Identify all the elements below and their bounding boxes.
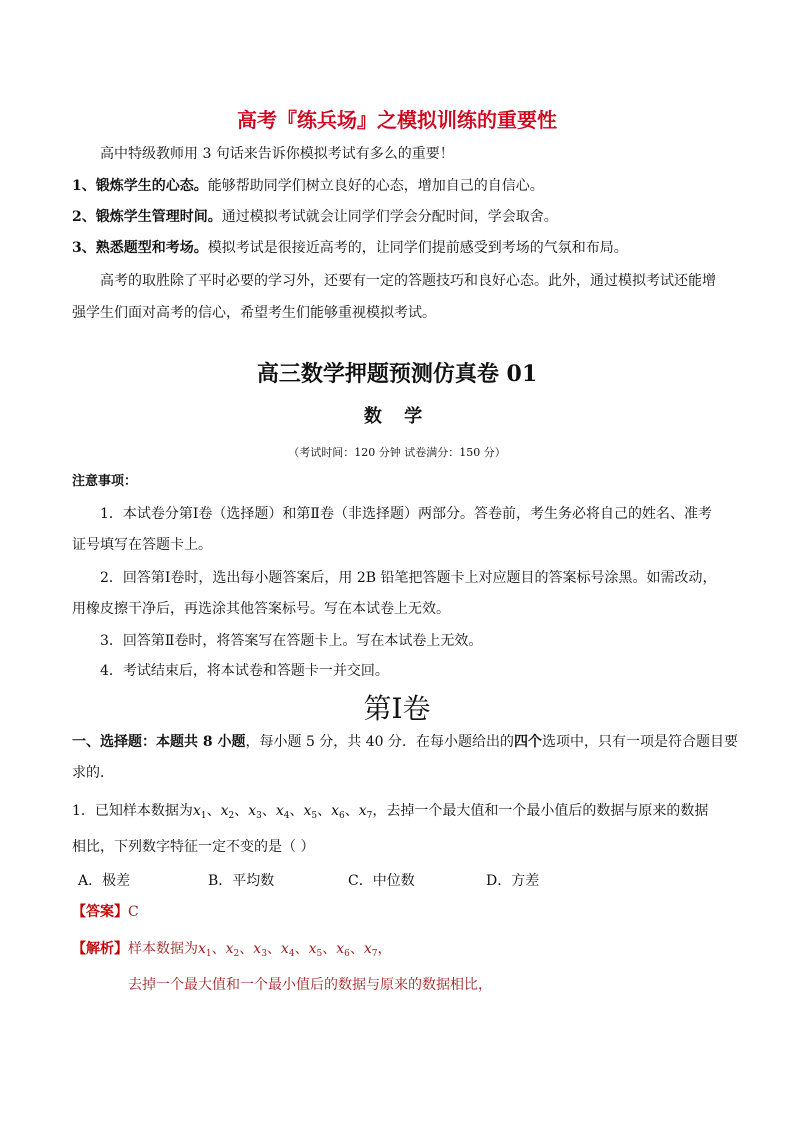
var-x5: x — [303, 803, 312, 819]
var-sub: 2 — [228, 811, 235, 821]
var-sub: 3 — [261, 949, 267, 959]
var-sep: 、 — [344, 803, 359, 819]
var-x7: x — [358, 803, 367, 819]
var-sep: 、 — [206, 803, 221, 819]
section-lead: 一、选择题： — [72, 734, 156, 750]
var-sub: 3 — [256, 811, 262, 821]
notice-heading: 注意事项： — [72, 474, 138, 489]
var-sep: 、 — [317, 803, 332, 819]
point-num: 1、 — [72, 178, 96, 194]
var-x3: x — [253, 941, 262, 957]
var-sep: 、 — [234, 803, 249, 819]
promo-title: 高考『练兵场』之模拟训练的重要性 — [237, 108, 557, 132]
point-num: 3、 — [72, 240, 96, 256]
var-sub: 7 — [371, 949, 378, 959]
point-head: 锻炼学生的心态。 — [95, 178, 208, 194]
var-sub: 6 — [344, 949, 350, 959]
volume-title: 第Ⅰ卷 — [363, 692, 431, 725]
var-sep: 、 — [289, 803, 304, 819]
var-x3: x — [248, 803, 257, 819]
answer-label: 【答案】 — [72, 904, 128, 920]
answer-line — [72, 903, 139, 921]
var-x4: x — [275, 803, 284, 819]
var-sub: 1 — [200, 811, 207, 821]
analysis-label: 【解析】 — [72, 941, 128, 957]
notice-item-2-cont: 用橡皮擦干净后，再选涂其他答案标号。写在本试卷上无效。 — [72, 601, 450, 617]
option-d: D．方差 — [486, 873, 540, 889]
var-sub: 7 — [366, 811, 373, 821]
var-sep: 、 — [349, 941, 364, 957]
section-bold: 本题共 8 小题 — [156, 734, 246, 750]
var-sub: 6 — [339, 811, 345, 821]
question-1-line2: 相比，下列数字特征一定不变的是（ ） — [72, 839, 315, 855]
var-sep: 、 — [266, 941, 281, 957]
var-sub: 2 — [233, 949, 240, 959]
promo-point-3 — [72, 239, 628, 257]
var-x2: x — [225, 941, 234, 957]
promo-closing-line1: 高考的取胜除了平时必要的学习外，还要有一定的答题技巧和良好心态。此外，通过模拟考试还能增 — [100, 273, 716, 289]
analysis-suffix: ， — [377, 941, 392, 957]
var-x7: x — [363, 941, 372, 957]
point-body: 模拟考试是很接近高考的，让同学们提前感受到考场的气氛和布局。 — [207, 240, 628, 256]
section-bold2: 四个 — [514, 734, 543, 750]
promo-closing-line2: 强学生们面对高考的信心，希望考生们能够重视模拟考试。 — [72, 305, 436, 321]
var-sep: 、 — [211, 941, 226, 957]
analysis-line — [72, 940, 391, 963]
point-body: 通过模拟考试就会让同学们学会分配时间，学会取舍。 — [221, 209, 558, 225]
question-prefix: 1．已知样本数据为 — [72, 803, 193, 819]
promo-point-1 — [72, 177, 544, 195]
notice-item-3: 3．回答第Ⅱ卷时，将答案写在答题卡上。写在本试卷上无效。 — [100, 633, 483, 649]
point-head: 锻炼学生管理时间。 — [95, 209, 222, 225]
var-x2: x — [220, 803, 229, 819]
exam-subject: 数 学 — [363, 406, 431, 427]
var-sub: 5 — [316, 949, 323, 959]
var-sub: 1 — [205, 949, 212, 959]
section-line2: 求的． — [72, 765, 114, 781]
var-sub: 4 — [288, 949, 295, 959]
var-sep: 、 — [261, 803, 276, 819]
point-head: 熟悉题型和考场。 — [95, 240, 208, 256]
var-x4: x — [280, 941, 289, 957]
section-heading — [72, 733, 738, 751]
var-x1: x — [192, 803, 201, 819]
answer-value: C — [128, 904, 139, 920]
var-x6: x — [331, 803, 340, 819]
question-suffix: ，去掉一个最大值和一个最小值后的数据与原来的数据 — [372, 803, 709, 819]
point-num: 2、 — [72, 209, 96, 225]
section-rest2: 选项中，只有一项是符合题目要 — [542, 734, 739, 750]
promo-point-2 — [72, 208, 558, 226]
var-x1: x — [198, 941, 206, 957]
var-x5: x — [308, 941, 317, 957]
section-rest1: ，每小题 5 分，共 40 分．在每小题给出的 — [245, 734, 515, 750]
var-sep: 、 — [322, 941, 337, 957]
notice-item-2: 2．回答第Ⅰ卷时，选出每小题答案后，用 2B 铅笔把答题卡上对应题目的答案标号涂黑。如需改动， — [100, 570, 717, 586]
var-sep: 、 — [239, 941, 254, 957]
var-sep: 、 — [294, 941, 309, 957]
exam-time-info: （考试时间：120 分钟 试卷满分：150 分） — [288, 446, 506, 459]
analysis-prefix: 样本数据为 — [128, 941, 198, 957]
exam-title: 高三数学押题预测仿真卷 01 — [256, 361, 538, 387]
option-c: C．中位数 — [348, 873, 415, 889]
notice-item-1-cont: 证号填写在答题卡上。 — [72, 537, 212, 553]
analysis-line2: 去掉一个最大值和一个最小值后的数据与原来的数据相比， — [128, 977, 492, 993]
promo-intro: 高中特级教师用 3 句话来告诉你模拟考试有多么的重要！ — [100, 146, 454, 162]
option-a: A．极差 — [78, 873, 131, 889]
notice-item-1: 1．本试卷分第Ⅰ卷（选择题）和第Ⅱ卷（非选择题）两部分。答卷前，考生务必将自己的姓名、准考 — [100, 506, 712, 522]
var-x6: x — [336, 941, 345, 957]
var-sub: 4 — [283, 811, 290, 821]
notice-item-4: 4．考试结束后，将本试卷和答题卡一并交回。 — [100, 663, 389, 679]
point-body: 能够帮助同学们树立良好的心态，增加自己的自信心。 — [207, 178, 544, 194]
var-sub: 5 — [311, 811, 318, 821]
option-b: B．平均数 — [208, 873, 275, 889]
question-1-stem — [72, 802, 708, 825]
